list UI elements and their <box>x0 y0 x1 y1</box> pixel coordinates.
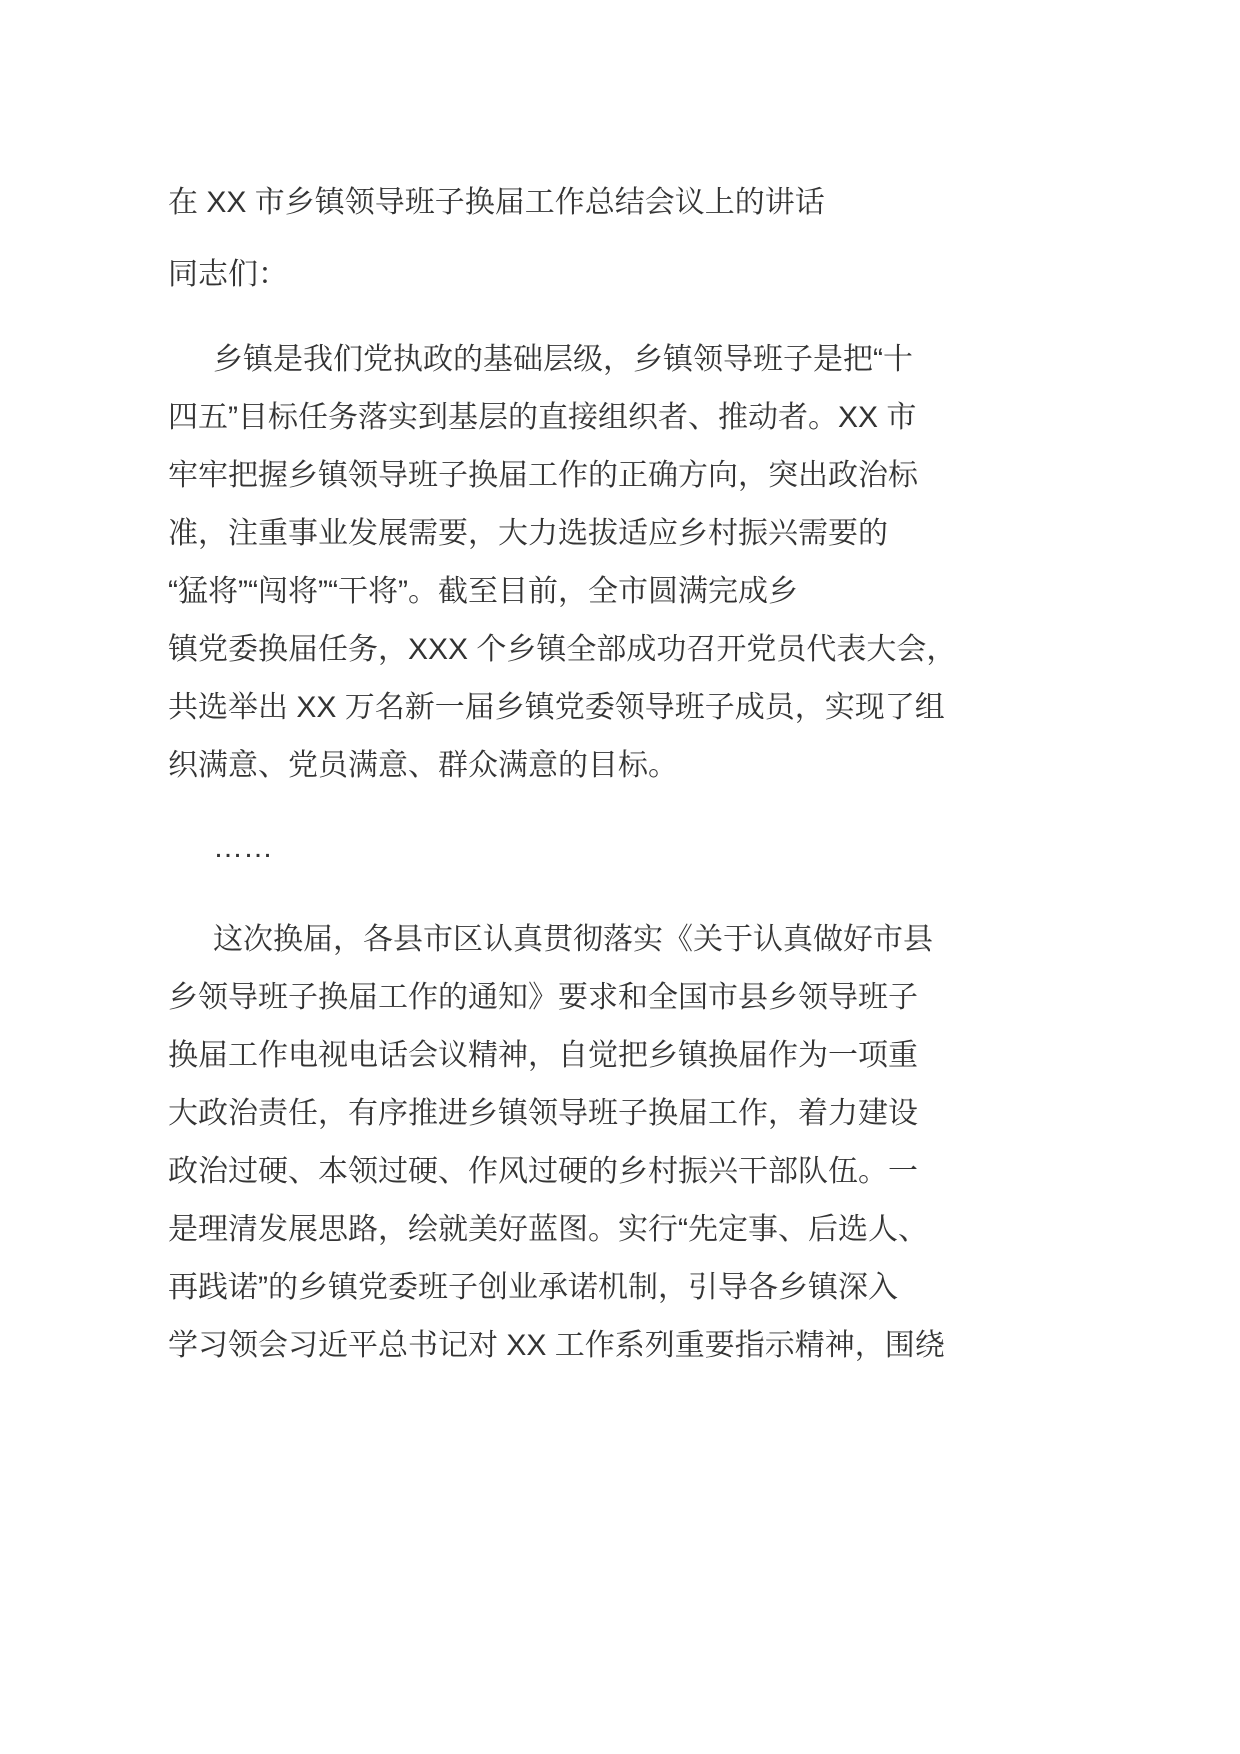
salutation: 同志们： <box>168 258 288 291</box>
paragraph-line: 准，注重事业发展需要，大力选拔适应乡村振兴需要的 <box>168 517 888 550</box>
paragraph-line: 是理清发展思路，绘就美好蓝图。实行“先定事、后选人、 <box>168 1213 928 1246</box>
paragraph-line: 这次换届，各县市区认真贯彻落实《关于认真做好市县 <box>213 923 933 956</box>
paragraph-line: 共选举出 XX 万名新一届乡镇党委领导班子成员，实现了组 <box>168 691 945 724</box>
paragraph-line: 织满意、党员满意、群众满意的目标。 <box>168 749 678 782</box>
paragraph-line: 镇党委换届任务，XXX 个乡镇全部成功召开党员代表大会， <box>168 633 957 666</box>
paragraph-line: 乡镇是我们党执政的基础层级，乡镇领导班子是把“十 <box>213 343 913 376</box>
paragraph <box>168 331 1068 795</box>
paragraph-line: “猛将”“闯将”“干将”。截至目前，全市圆满完成乡 <box>168 575 798 608</box>
paragraph-line: 乡领导班子换届工作的通知》要求和全国市县乡领导班子 <box>168 981 918 1014</box>
ellipsis-line: …… <box>213 831 273 864</box>
ellipsis-paragraph <box>168 819 1068 877</box>
paragraph-line: 学习领会习近平总书记对 XX 工作系列重要指示精神，围绕 <box>168 1329 945 1362</box>
document-title: 在 XX 市乡镇领导班子换届工作总结会议上的讲话 <box>168 186 825 219</box>
paragraph-line: 再践诺”的乡镇党委班子创业承诺机制，引导各乡镇深入 <box>168 1271 898 1304</box>
paragraph-line: 换届工作电视电话会议精神，自觉把乡镇换届作为一项重 <box>168 1039 918 1072</box>
paragraph-line: 政治过硬、本领过硬、作风过硬的乡村振兴干部队伍。一 <box>168 1155 918 1188</box>
paragraph-line: 大政治责任，有序推进乡镇领导班子换届工作，着力建设 <box>168 1097 918 1130</box>
paragraph <box>168 911 1068 1375</box>
paragraph-line: 牢牢把握乡镇领导班子换届工作的正确方向，突出政治标 <box>168 459 918 492</box>
document-page <box>168 174 1068 1375</box>
paragraph-line: 四五”目标任务落实到基层的直接组织者、推动者。XX 市 <box>168 401 917 434</box>
